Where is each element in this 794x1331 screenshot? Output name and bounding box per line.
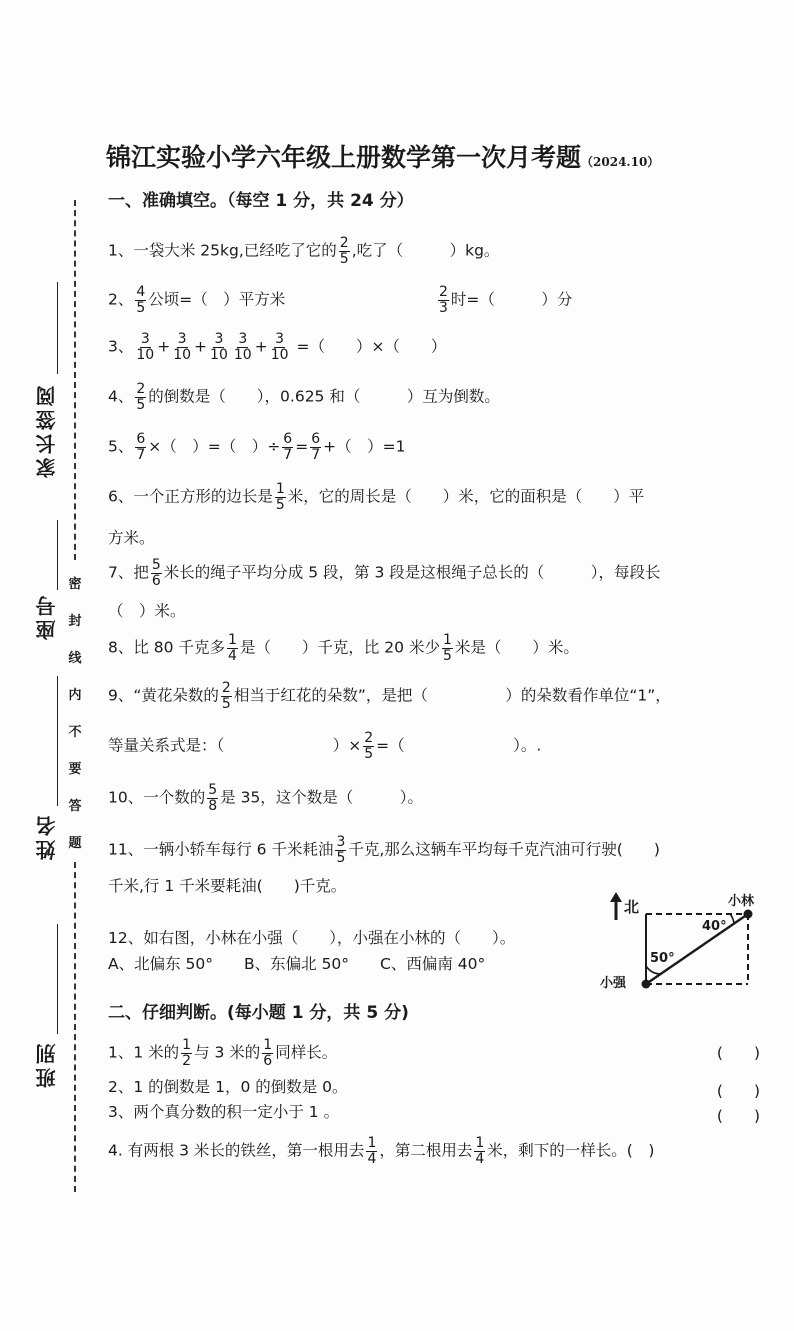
exam-date: （2024.10） [581, 155, 660, 169]
question-1-2b: $\frac{2}{3}$ 时=（ ）分 [439, 284, 573, 316]
fraction: $\frac{3}{10}$ [136, 331, 155, 363]
seal-line-notice [64, 566, 86, 862]
question-1-10: 10、一个数的 $\frac{5}{8}$ 是 35，这个数是（ ）。 [108, 782, 424, 814]
question-1-7: 7、把 $\frac{5}{6}$ 米长的绳子平均分成 5 段，第 3 段是这根绳子总长的（ ），每段长 [108, 557, 661, 589]
binding-dashed-line [74, 862, 76, 1192]
xiaoqiang-label: 小强 [600, 976, 627, 991]
question-1-6: 6、一个正方形的边长是 $\frac{1}{5}$ 米，它的周长是（ ）米，它的面积是（ ）平 [108, 481, 645, 513]
fraction: $\frac{2}{3}$ [439, 284, 448, 316]
fraction: $\frac{4}{5}$ [136, 284, 146, 316]
question-1-8: 8、比 80 千克多 $\frac{1}{4}$ 是（ ）千克，比 20 米少 $\frac{1}{5}$ 米是（ ）米。 [108, 632, 579, 664]
fraction: $\frac{3}{10}$ [233, 331, 252, 363]
fraction: $\frac{1}{4}$ [227, 632, 237, 664]
question-2-1: 1、1 米的 $\frac{1}{2}$ 与 3 米的 $\frac{1}{6}$ 同样长。 [108, 1037, 338, 1069]
angle-40-label: 40° [702, 919, 727, 934]
fraction: $\frac{5}{8}$ [208, 782, 218, 814]
seal-char: 题 [68, 836, 82, 851]
question-1-12-options: A、北偏东 50° B、东偏北 50° C、西偏南 40° [108, 955, 486, 973]
seal-char: 密 [68, 577, 82, 592]
section-2-heading: 二、仔细判断。(每小题 1 分，共 5 分) [108, 1003, 409, 1023]
fraction: $\frac{3}{10}$ [210, 331, 228, 363]
question-2-2: 2、1 的倒数是 1，0 的倒数是 0。 [108, 1078, 348, 1096]
class-label: 班别 [35, 1040, 59, 1088]
name-label: 姓名 [35, 812, 59, 860]
seal-char: 答 [68, 799, 82, 814]
question-1-2: 2、 $\frac{4}{5}$ 公顷=（ ）平方米 [108, 284, 286, 316]
question-2-3: 3、两个真分数的积一定小于 1 。 [108, 1103, 340, 1121]
question-1-4: 4、 $\frac{2}{5}$ 的倒数是（ ），0.625 和（ ）互为倒数。 [108, 381, 500, 413]
fraction: $\frac{1}{5}$ [275, 481, 285, 513]
name-line [57, 676, 58, 806]
section-1-heading: 一、准确填空。（每空 1 分，共 24 分） [108, 191, 414, 211]
fraction: $\frac{1}{2}$ [182, 1037, 192, 1069]
fraction: $\frac{3}{10}$ [173, 331, 192, 363]
answer-paren: ( ) [716, 1082, 760, 1100]
xiaolin-label: 小林 [728, 894, 755, 909]
question-1-7-cont: （ ）米。 [108, 602, 186, 620]
question-2-4: 4. 有两根 3 米长的铁丝，第一根用去 $\frac{1}{4}$ ，第二根用去 $\frac{1}{4}$ 米，剩下的一样长。( ) [108, 1135, 655, 1167]
question-1-12: 12、如右图，小林在小强（ ），小强在小林的（ ）。 [108, 929, 516, 947]
direction-diagram [598, 892, 778, 992]
fraction: $\frac{3}{10}$ [270, 331, 289, 363]
parent-sign-label: 家长签阅 [35, 382, 59, 478]
seat-label: 座号 [35, 592, 59, 640]
fraction: $\frac{6}{7}$ [283, 431, 293, 463]
class-line [57, 924, 58, 1034]
seal-char: 不 [68, 725, 82, 740]
fraction: $\frac{6}{7}$ [311, 431, 321, 463]
question-1-5: 5、 $\frac{6}{7}$ ×（ ）=（ ）÷ $\frac{6}{7}$ = $\frac{6}{7}$ +（ ）=1 [108, 431, 406, 463]
question-1-11-cont: 千米,行 1 千米要耗油( )千克。 [108, 877, 347, 895]
question-1-9: 9、“黄花朵数的 $\frac{2}{5}$ 相当于红花的朵数”，是把（ ）的朵数看作单位“1”， [108, 680, 671, 712]
fraction: $\frac{6}{7}$ [136, 431, 146, 463]
angle-50-label: 50° [650, 951, 675, 966]
fraction: $\frac{3}{5}$ [336, 834, 346, 866]
question-1-1: 1、一袋大米 25kg,已经吃了它的 $\frac{2}{5}$ ,吃了（ ）kg。 [108, 235, 500, 267]
exam-title: 锦江实验小学六年级上册数学第一次月考题（2024.10） [106, 143, 660, 172]
fraction: $\frac{5}{6}$ [151, 557, 161, 589]
question-1-6-cont: 方米。 [108, 529, 155, 547]
seal-char: 线 [68, 651, 82, 666]
seal-char: 要 [68, 762, 82, 777]
question-1-9-cont: 等量关系式是：（ ）× $\frac{2}{5}$ =（ ）。. [108, 730, 542, 762]
fraction: $\frac{2}{5}$ [221, 680, 231, 712]
fraction: $\frac{1}{5}$ [442, 632, 452, 664]
fraction: $\frac{2}{5}$ [339, 235, 349, 267]
answer-paren: ( ) [716, 1044, 760, 1062]
fraction: $\frac{1}{4}$ [367, 1135, 377, 1167]
question-1-3: 3、 $\frac{3}{10}$ + $\frac{3}{10}$ + $\frac{3}{10}$ $\frac{3}{10}$ + $\frac{3}{10}$ =（ ）×（ ） [108, 331, 447, 363]
fraction: $\frac{2}{5}$ [136, 381, 146, 413]
question-1-11: 11、一辆小轿车每行 6 千米耗油 $\frac{3}{5}$ 千克,那么这辆车平均每千克汽油可行驶( ) [108, 834, 660, 866]
binding-dashed-line [74, 200, 76, 560]
parent-sign-line [57, 282, 58, 374]
seal-char: 内 [68, 688, 82, 703]
fraction: $\frac{1}{4}$ [475, 1135, 485, 1167]
fraction: $\frac{1}{6}$ [263, 1037, 273, 1069]
answer-paren: ( ) [716, 1107, 760, 1125]
seat-line [57, 520, 58, 590]
fraction: $\frac{2}{5}$ [364, 730, 374, 762]
seal-char: 封 [68, 614, 82, 629]
north-label: 北 [624, 898, 640, 916]
